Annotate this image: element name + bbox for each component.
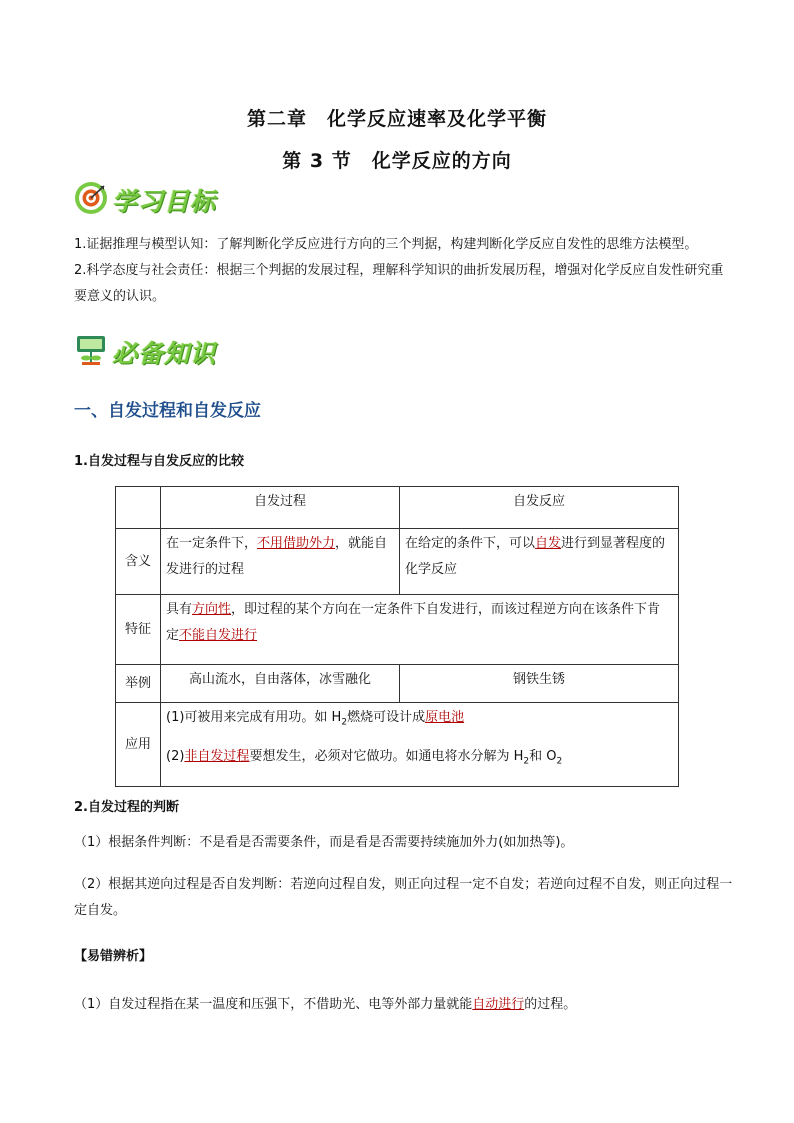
meaning-reaction-cell: 在给定的条件下，可以自发进行到显著程度的化学反应 <box>400 529 679 595</box>
example-process-cell: 高山流水，自由落体，冰雪融化 <box>161 665 400 703</box>
row-label-apply: 应用 <box>116 703 161 787</box>
judge-item-2: （2）根据其逆向过程是否自发判断：若逆向过程自发，则正向过程一定不自发；若逆向过程不自发，则正向过程一定自发。 <box>74 877 733 918</box>
row-label-example: 举例 <box>116 665 161 703</box>
chapter-title: 第二章 化学反应速率及化学平衡 <box>246 108 547 130</box>
apply-line-2: (2)非自发过程要想发生，必须对它做功。如通电将水分解为 $H_2$和 $O_2$ <box>166 748 563 767</box>
objectives-badge <box>74 181 216 219</box>
row-label-meaning: 含义 <box>116 529 161 595</box>
knowledge-badge <box>74 333 216 371</box>
subheading-comparison: 1.自发过程与自发反应的比较 <box>74 454 244 469</box>
table-header-row <box>116 487 679 529</box>
table-row <box>116 665 679 703</box>
column-header-reaction: 自发反应 <box>400 487 679 529</box>
meaning-process-cell: 在一定条件下，不用借助外力，就能自发进行的过程 <box>161 529 400 595</box>
row-label-feature: 特征 <box>116 595 161 665</box>
table-row <box>116 529 679 595</box>
target-icon <box>74 181 108 219</box>
column-header-process: 自发过程 <box>161 487 400 529</box>
judge-item-1: （1）根据条件判断：不是看是否需要条件，而是看是否需要持续施加外力(如加热等)。 <box>74 835 574 850</box>
comparison-table <box>115 486 679 787</box>
section-heading: 一、自发过程和自发反应 <box>74 401 261 421</box>
pitfall-item-1: （1）自发过程指在某一温度和压强下，不借助光、电等外部力量就能自动进行的过程。 <box>74 997 577 1012</box>
table-row <box>116 595 679 665</box>
apply-cell <box>161 703 679 787</box>
feature-cell: 具有方向性，即过程的某个方向在一定条件下自发进行，而该过程逆方向在该条件下肯定不能自发进行 <box>161 595 679 665</box>
section-title: 第 3 节 化学反应的方向 <box>282 150 512 172</box>
knowledge-badge-label: 必备知识 <box>112 339 217 368</box>
example-reaction-cell: 钢铁生锈 <box>400 665 679 703</box>
subheading-judgement: 2.自发过程的判断 <box>74 800 179 815</box>
objectives-badge-label: 学习目标 <box>112 187 217 216</box>
book-plant-icon <box>74 333 108 371</box>
pitfall-title: 【易错辨析】 <box>74 949 153 964</box>
table-row <box>116 703 679 787</box>
apply-line-1: (1)可被用来完成有用功。如 $H_2$燃烧可设计成原电池 <box>166 710 465 728</box>
objective-2: 2.科学态度与社会责任：根据三个判据的发展过程，理解科学知识的曲折发展历程，增强对化学反应自发性研究重要意义的认识。 <box>74 263 724 304</box>
objective-1: 1.证据推理与模型认知：了解判断化学反应进行方向的三个判据，构建判断化学反应自发性的思维方法模型。 <box>74 237 698 252</box>
